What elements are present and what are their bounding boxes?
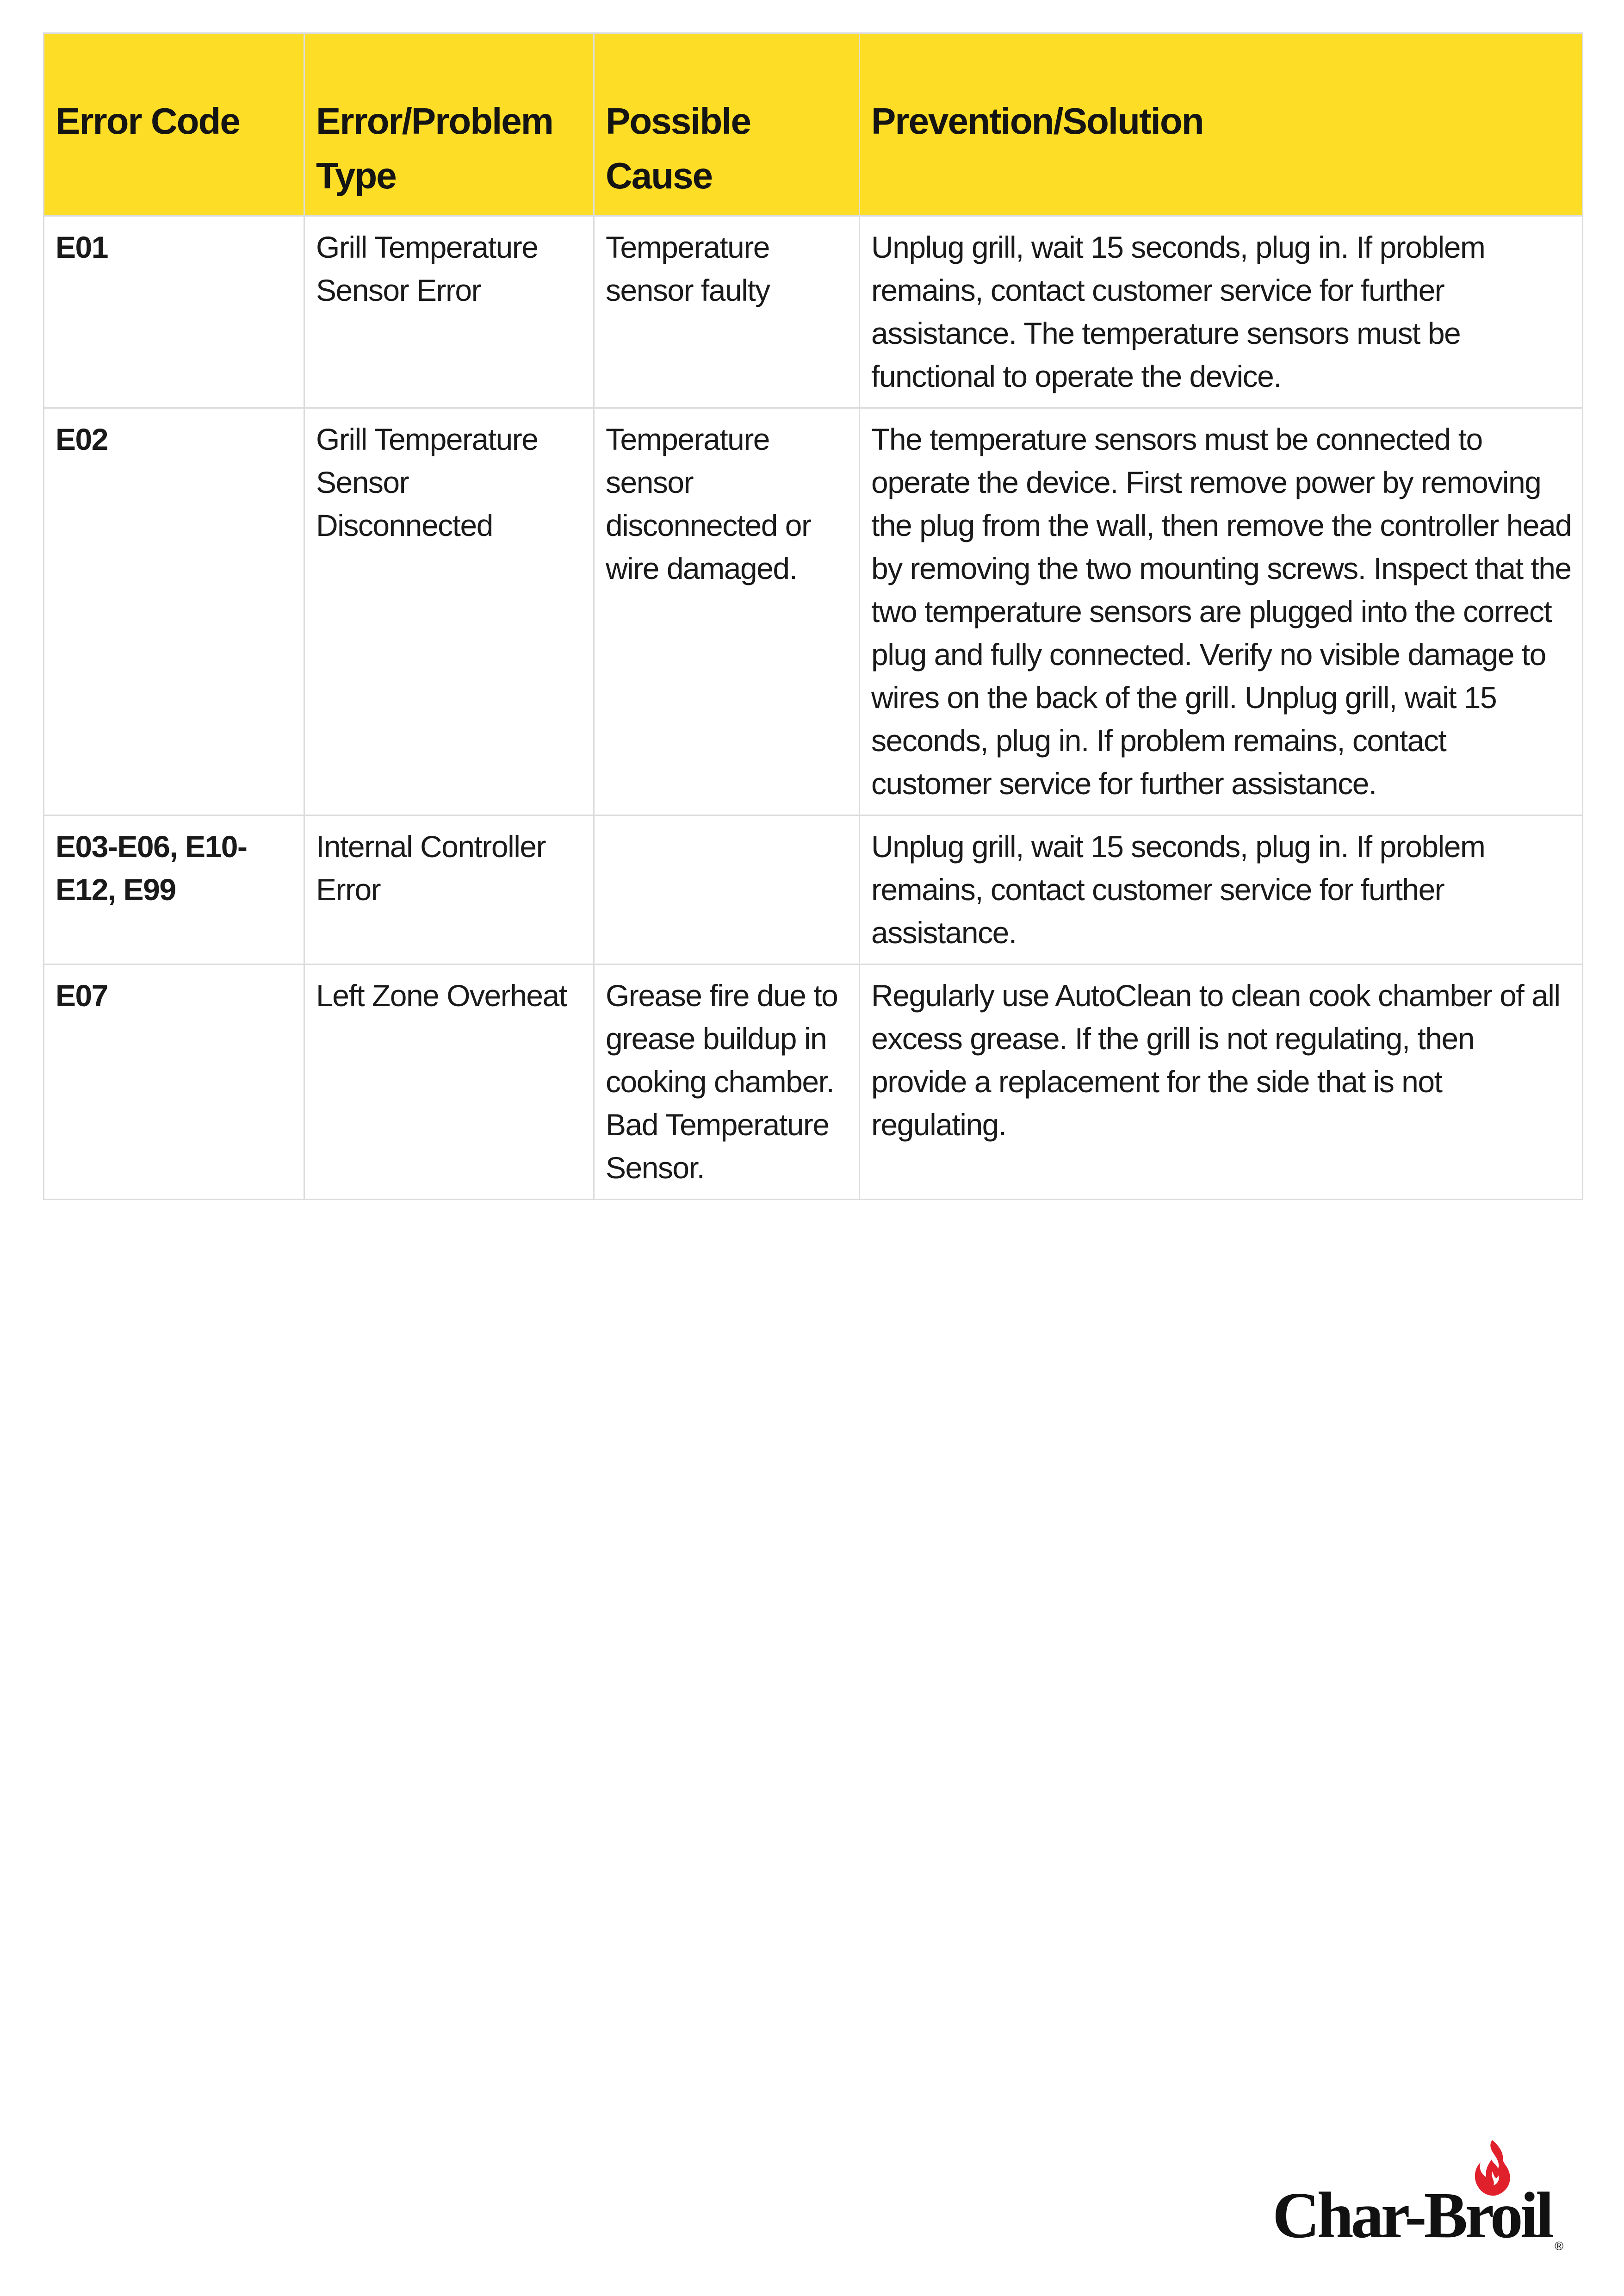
header-prevention-solution: Prevention/Solution (860, 33, 1583, 216)
header-error-type: Error/Problem Type (304, 33, 594, 216)
header-error-code: Error Code (44, 33, 304, 216)
table-row (44, 815, 1583, 964)
cell-error-type: Grill Temperature Sensor Error (304, 216, 594, 408)
cell-error-code: E03-E06, E10-E12, E99 (44, 815, 304, 964)
cell-error-type: Internal Controller Error (304, 815, 594, 964)
header-row (44, 33, 1583, 216)
logo-wordmark: Char-Broil (1272, 2178, 1551, 2252)
cell-possible-cause: Temperature sensor faulty (594, 216, 860, 408)
error-code-table (43, 32, 1583, 1200)
cell-error-type: Left Zone Overheat (304, 964, 594, 1200)
cell-error-type: Grill Temperature Sensor Disconnected (304, 408, 594, 815)
table-row (44, 408, 1583, 815)
header-possible-cause: Possible Cause (594, 33, 860, 216)
registered-mark: ® (1555, 2239, 1564, 2253)
cell-possible-cause: Grease fire due to grease buildup in cooking chamber. Bad Temperature Sensor. (594, 964, 860, 1200)
table-body (44, 216, 1583, 1200)
cell-possible-cause: Temperature sensor disconnected or wire damaged. (594, 408, 860, 815)
cell-solution: Unplug grill, wait 15 seconds, plug in. If problem remains, contact customer service for further assistance. (860, 815, 1583, 964)
table-header (44, 33, 1583, 216)
cell-solution: Regularly use AutoClean to clean cook chamber of all excess grease. If the grill is not regulating, then provide a replacement for the side that is not regulating. (860, 964, 1583, 1200)
char-broil-logo (1268, 2138, 1573, 2253)
table-row (44, 964, 1583, 1200)
cell-solution: The temperature sensors must be connected to operate the device. First remove power by removing the plug from the wall, then remove the controller head by removing the two mounting screws. Inspect that the two temperature sensors are plugged into the correct plug and fully connected. Verify no visible damage to wires on the back of the grill. Unplug grill, wait 15 seconds, plug in. If problem remains, contact customer service for further assistance. (860, 408, 1583, 815)
cell-error-code: E01 (44, 216, 304, 408)
cell-error-code: E02 (44, 408, 304, 815)
error-code-table-container (43, 32, 1582, 1200)
table-row (44, 216, 1583, 408)
cell-solution: Unplug grill, wait 15 seconds, plug in. If problem remains, contact customer service for further assistance. The temperature sensors must be functional to operate the device. (860, 216, 1583, 408)
cell-error-code: E07 (44, 964, 304, 1200)
cell-possible-cause (594, 815, 860, 964)
